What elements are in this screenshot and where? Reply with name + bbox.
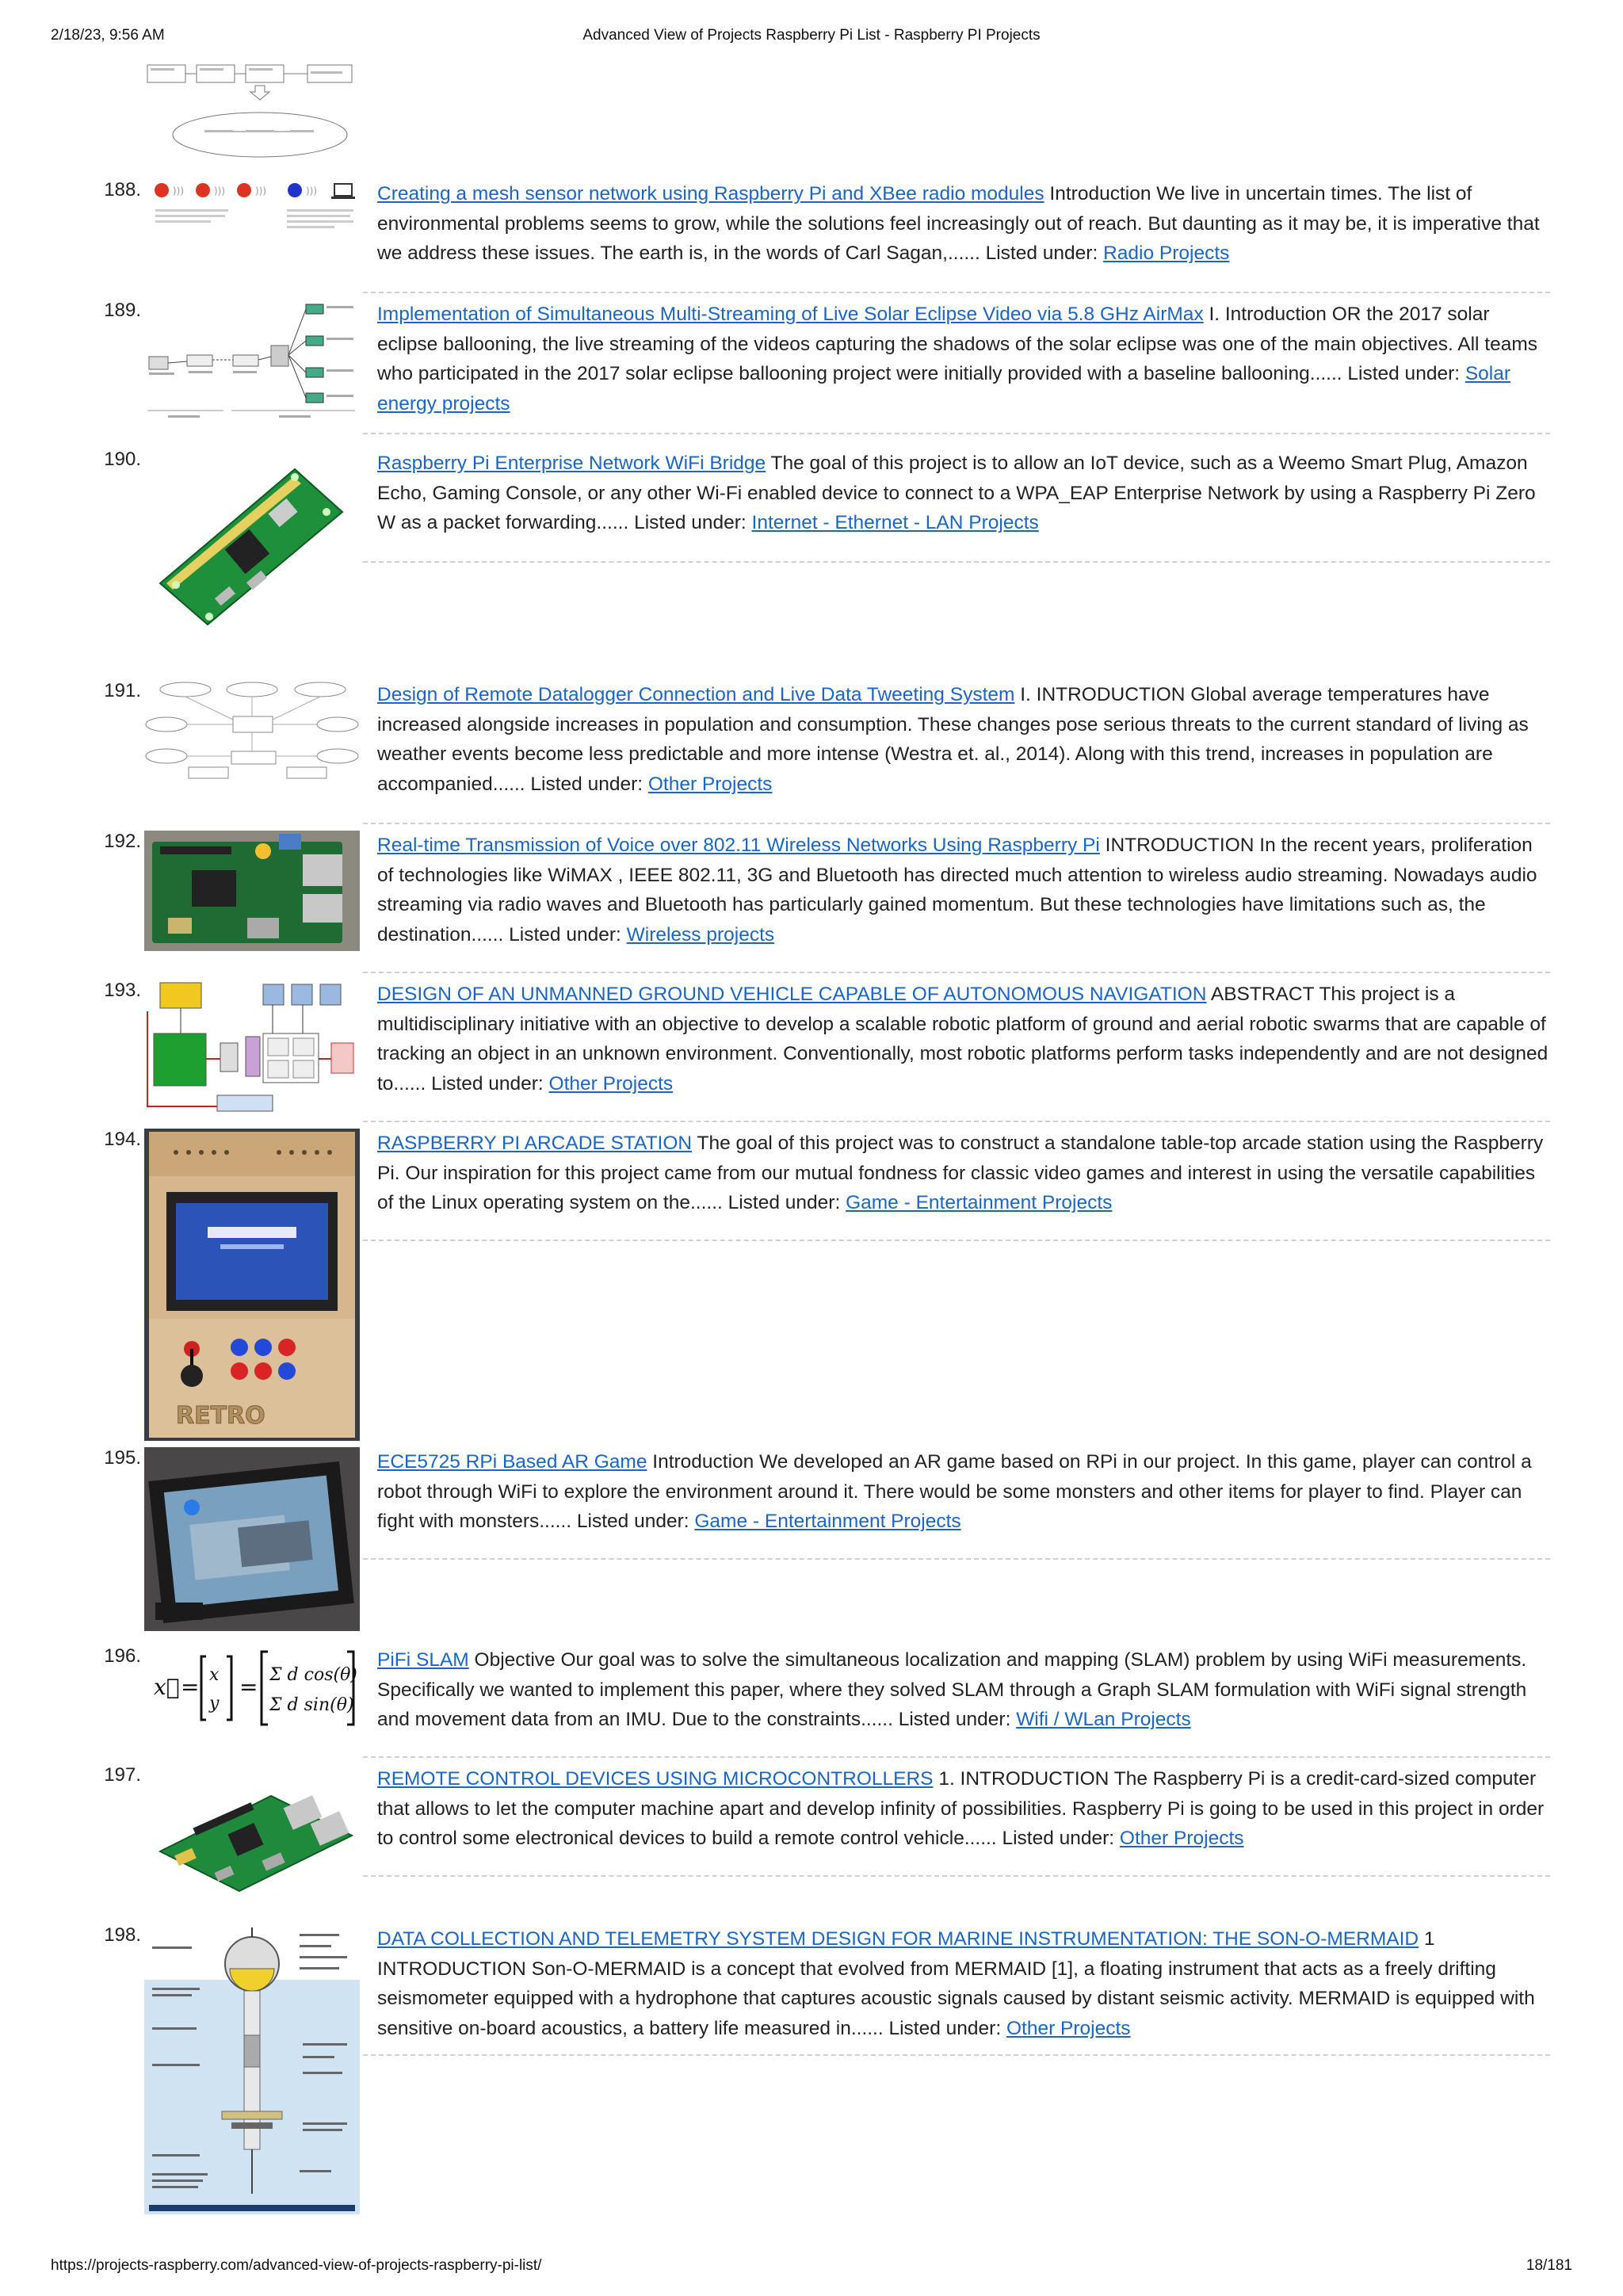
item-number: 195.	[104, 1447, 141, 1469]
item-description: Introduction We live in uncertain times. The list of environmental problems seems to grow, while the solutions feel increasingly out of reach. But daunting as it may be, it is imperative that we address these issues. The earth is, in the words of Carl Sagan,...... Listed under:	[377, 183, 1540, 265]
item-title-link[interactable]: Creating a mesh sensor network using Raspberry Pi and XBee radio modules	[377, 183, 1044, 204]
item-text	[377, 1645, 1549, 1735]
item-thumbnail	[144, 1645, 360, 1733]
item-title-link[interactable]: Implementation of Simultaneous Multi-Streaming of Live Solar Eclipse Video via 5.8 GHz AirMax	[377, 304, 1204, 325]
item-text	[377, 1129, 1549, 1218]
svg-text:x: x	[209, 1665, 220, 1685]
item-number: 193.	[104, 980, 141, 1001]
item-number: 194.	[104, 1129, 141, 1150]
item-category-link[interactable]: Wifi / WLan Projects	[1016, 1709, 1191, 1731]
print-page-number: 18/181	[1526, 2257, 1572, 2274]
item-title-link[interactable]: Design of Remote Datalogger Connection and Live Data Tweeting System	[377, 684, 1015, 705]
item-category-link[interactable]: Radio Projects	[1103, 243, 1230, 265]
svg-text:=: =	[181, 1674, 200, 1700]
item-description: I. INTRODUCTION Global average temperatures have increased alongside increases in population and consumption. These changes pose serious threats to the current standard of living as weather events become less predictable and more intense (Westra et. al., 2014). Along with this trend, increases in population are accompanied...... Listed under:	[377, 684, 1529, 795]
item-description: Introduction We developed an AR game based on RPi in our project. In this game, player can control a robot through WiFi to explore the environment around it. There would be some monsters and other items for player to find. Player can fight with monsters...... Listed under:	[377, 1451, 1532, 1533]
item-separator	[363, 972, 1550, 973]
print-footer	[51, 2257, 1572, 2281]
item-separator	[363, 2054, 1550, 2056]
item-category-link[interactable]: Game - Entertainment Projects	[694, 1511, 961, 1533]
item-number: 189.	[104, 300, 141, 321]
item-title-link[interactable]: DESIGN OF AN UNMANNED GROUND VEHICLE CAPABLE OF AUTONOMOUS NAVIGATION	[377, 984, 1207, 1005]
item-thumbnail	[144, 1447, 360, 1631]
item-text	[377, 680, 1549, 799]
item-separator	[363, 292, 1550, 293]
svg-text:))): )))	[255, 185, 267, 197]
item-description: 1 INTRODUCTION Son-O-MERMAID is a concept that evolved from MERMAID [1], a floating instrument that acts as a freely drifting seismometer equipped with a hydrophone that captures acoustic signals caused by distant seismic activity. MERMAID is equipped with sensitive on-board acoustics, a battery life measured in...... Listed under:	[377, 1928, 1535, 2039]
svg-text:RETRO: RETRO	[176, 1402, 265, 1430]
item-text	[377, 1924, 1549, 2043]
item-title-link[interactable]: Raspberry Pi Enterprise Network WiFi Bridge	[377, 453, 766, 474]
item-thumbnail	[144, 449, 360, 639]
svg-text:))): )))	[306, 185, 318, 197]
item-thumbnail	[144, 179, 360, 235]
item-category-link[interactable]: Other Projects	[1119, 1828, 1244, 1850]
svg-text:Σ d cos(θ): Σ d cos(θ)	[269, 1665, 357, 1685]
item-description: Objective Our goal was to solve the simultaneous localization and mapping (SLAM) problem by using WiFi measurements. Specifically we wanted to implement this paper, where they solved SLAM through a Graph SLAM formulation with WiFi signal strength and movement data from an IMU. Due to the constraints...... Listed under:	[377, 1649, 1527, 1731]
item-separator	[363, 1756, 1550, 1758]
item-category-link[interactable]: Internet - Ethernet - LAN Projects	[751, 512, 1039, 534]
item-text	[377, 1447, 1549, 1537]
item-thumbnail	[144, 980, 360, 1114]
item-title-link[interactable]: ECE5725 RPi Based AR Game	[377, 1451, 647, 1473]
item-description: The goal of this project was to construct a standalone table-top arcade station using the Raspberry Pi. Our inspiration for this project came from our mutual fondness for classic video games and interest in using the versatile capabilities of the Linux operating system on the...... Listed under:	[377, 1133, 1544, 1214]
item-number: 190.	[104, 449, 141, 470]
item-number: 198.	[104, 1924, 141, 1946]
item-thumbnail	[144, 1764, 360, 1899]
item-thumbnail	[144, 680, 360, 781]
item-separator	[363, 1121, 1550, 1122]
item-title-link[interactable]: DATA COLLECTION AND TELEMETRY SYSTEM DESIGN FOR MARINE INSTRUMENTATION: THE SON-O-MERMAID	[377, 1928, 1419, 1950]
item-category-link[interactable]: Other Projects	[1006, 2017, 1131, 2039]
svg-text:))): )))	[173, 185, 185, 197]
item-number: 197.	[104, 1764, 141, 1786]
item-description: ABSTRACT This project is a multidisciplinary initiative with an objective to develop a scalable robotic platform of ground and aerial robotic swarms that are capable of tracking an object in an unknown environment. Conventionally, most robotic platforms perform tasks independently and are not designed to...... Listed under:	[377, 984, 1549, 1095]
item-title-link[interactable]: PiFi SLAM	[377, 1649, 469, 1671]
item-title-link[interactable]: REMOTE CONTROL DEVICES USING MICROCONTROLLERS	[377, 1768, 934, 1790]
item-category-link[interactable]: Other Projects	[548, 1072, 674, 1095]
item-category-link[interactable]: Wireless projects	[626, 923, 775, 946]
item-description: 1. INTRODUCTION The Raspberry Pi is a credit-card-sized computer that allows to let the computer machine apart and develop infinity of possibilities. Raspberry Pi is going to be used in this project in order to control some electronical devices to build a remote control vehicle...... Listed under:	[377, 1768, 1545, 1850]
item-text	[377, 980, 1549, 1098]
item-description: The goal of this project is to allow an IoT device, such as a Weemo Smart Plug, Amazon Echo, Gaming Console, or any other Wi-Fi enabled device to connect to a WPA_EAP Enterprise Network by using a Raspberry Pi Zero W as a packet forwarding...... Listed under:	[377, 453, 1536, 534]
print-page-title: Advanced View of Projects Raspberry Pi List - Raspberry PI Projects	[582, 27, 1041, 44]
item-separator	[363, 561, 1550, 563]
item-category-link[interactable]: Solar energy projects	[377, 363, 1511, 415]
svg-text:y: y	[209, 1694, 220, 1713]
item-thumbnail	[144, 1924, 360, 2214]
item-title-link[interactable]: RASPBERRY PI ARCADE STATION	[377, 1133, 693, 1154]
item-number: 191.	[104, 680, 141, 701]
item-text	[377, 300, 1549, 418]
print-url: https://projects-raspberry.com/advanced-view-of-projects-raspberry-pi-list/	[51, 2257, 542, 2274]
item-description: INTRODUCTION In the recent years, proliferation of technologies like WiMAX , IEEE 802.11, 3G and Bluetooth has directed much attention to wireless audio streaming. Nowadays audio streaming via radio waves and Bluetooth has particularly gained momentum. But these technologies have limitations such as, the destination...... Listed under:	[377, 835, 1537, 946]
print-datetime: 2/18/23, 9:56 AM	[51, 27, 165, 44]
item-text	[377, 831, 1549, 949]
item-separator	[363, 1240, 1550, 1241]
item-text	[377, 179, 1549, 269]
svg-text:))): )))	[214, 185, 226, 197]
item-separator	[363, 823, 1550, 824]
svg-text:x⃗: x⃗	[154, 1674, 180, 1700]
item-number: 192.	[104, 831, 141, 852]
svg-text:Σ d sin(θ): Σ d sin(θ)	[269, 1695, 354, 1715]
item-category-link[interactable]: Other Projects	[647, 773, 773, 795]
item-title-link[interactable]: Real-time Transmission of Voice over 802.11 Wireless Networks Using Raspberry Pi	[377, 835, 1100, 856]
item-number: 188.	[104, 179, 141, 201]
item-category-link[interactable]: Game - Entertainment Projects	[846, 1192, 1113, 1214]
item-separator	[363, 1875, 1550, 1877]
svg-text:=: =	[239, 1674, 258, 1700]
item-thumbnail	[144, 300, 360, 423]
item-separator	[363, 433, 1550, 434]
item-text	[377, 1764, 1549, 1854]
item-separator	[363, 1558, 1550, 1560]
item-thumbnail	[144, 1129, 360, 1441]
item-description: I. Introduction OR the 2017 solar eclipse ballooning, the live streaming of the videos capturing the shadows of the solar eclipse was one of the main objectives. All teams who participated in the 2017 solar eclipse ballooning project were initially provided with a baseline ballooning...... Listed under:	[377, 304, 1538, 385]
item-thumbnail	[144, 831, 360, 951]
item-text	[377, 449, 1549, 538]
item-number: 196.	[104, 1645, 141, 1667]
